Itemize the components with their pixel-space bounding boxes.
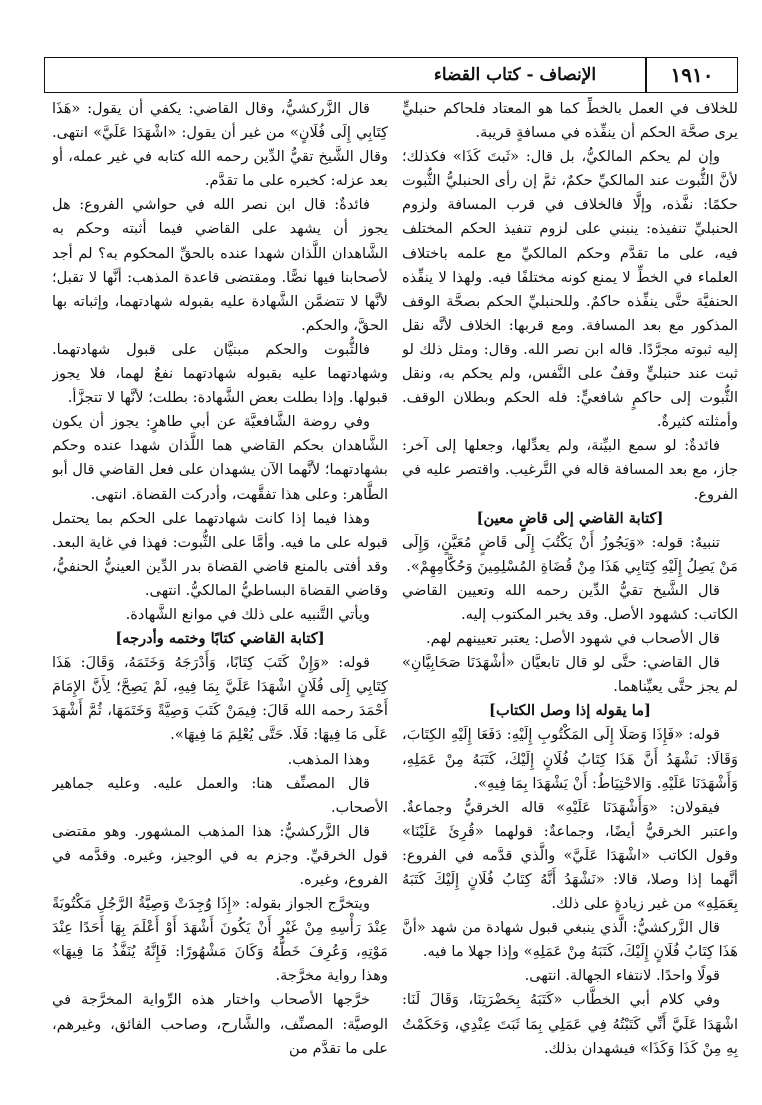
paragraph: قال الزَّركشيُّ: الَّذي ينبغي قبول شهادة من شهد «أنَّ هَذَا كِتَابُ فُلَانٍ إِلَيْكَ، كَتَبَهُ مِنْ عَمَلِهِ» وإذا جهلا ما فيه. — [402, 919, 738, 961]
section-heading: [ما يقوله إذا وصل الكتاب] — [489, 702, 651, 720]
running-title: الإنصاف - كتاب القضاء — [433, 65, 597, 85]
paragraph: فائدةٌ: لو سمع البيِّنة، ولم يعدِّلها، وجعلها إلى آخر: جاز، مع بعد المسافة قاله في التَّرغيب. واقتصر عليه في الفروع. — [402, 437, 738, 503]
paragraph: قال المصنِّف هنا: والعمل عليه. وعليه جماهير الأصحاب. — [52, 774, 388, 816]
paragraph: وفي روضة الشَّافعيَّة عن أبي طاهرٍ: يجوز أن يكون الشَّاهدان بحكم القاضي هما اللَّذان شهدا عنده وحكم بشهادتهما؛ لأنَّهما الآن يشهدان على فعل القاضي قال أبو الطَّاهر: وعلى هذا تفقَّهت، وأدركت القضاة. انتهى. — [52, 413, 388, 503]
header-divider — [645, 58, 647, 92]
paragraph: وهذا فيما إذا كانت شهادتهما على الحكم بما يحتمل قبوله على ما فيه. وأمَّا على الثُّبوت: فهذا في غاية البعد. وقد أفتى بالمنع قاضي القضاة بدر الدِّين العينيُّ الحنفيُّ، وقاضي القضاة البساطيُّ المالكيُّ. انتهى. — [52, 509, 388, 599]
paragraph: وهذا المذهب. — [287, 750, 370, 768]
section-heading: [كتابة القاضي إلى قاضٍ معين] — [476, 509, 664, 527]
paragraph: فيقولان: «وَأَشْهَدَنَا عَلَيْهِ» قاله الخرقيُّ وجماعةٌ. واعتبر الخرقيُّ أيضًا، وجماعةٌ: قولهما «قُرِئَ عَلَيْنَا» وقول الكاتب «اشْهَدَا عَلَيَّ» والَّذي قدَّمه في الفروع: أنَّهما إذا وصلا، قالا: «نَشْهَدُ أَنَّهُ كِتَابُ فُلَانٍ إِلَيْكَ كَتَبَهُ بِعَمَلِهِ» من غير زيادةٍ على ذلك. — [402, 798, 738, 913]
paragraph: وإن لم يحكم المالكيُّ، بل قال: «ثَبتَ كَذَا» فكذلك؛ لأنَّ الثُّبوت عند المالكيِّ حكمٌ، ثمَّ إن رأى الحنبليُّ الثُّبوت حكمًا: نفَّذه، وإلَّا فالخلاف في قرب المسافة ولزوم الحنبليِّ تنفيذه: ينبني على لزوم تنفيذ الحكم المختلف فيه، على ما تقدَّم وحكم المالكيِّ مع علمه باختلاف العلماء في الخطِّ لا يمنع كونه مختلفًا فيه. ولهذا لا ينفِّذه الحنفيَّة حتَّى ينفِّذه حاكمٌ. وللحنبليِّ الحكم بصحَّة الوقف المذكور مع بعد المسافة. ومع قربها: الخلاف لأنَّه نقل إليه ثبوته مجرَّدًا. قاله ابن نصر الله. وقال: ومثل ذلك لو ثبت عند حنبليٍّ وقفٌ على النَّفس، ولم يحكم به، ونقل الثُّبوت إلى حاكمٍ شافعيٍّ: فله الحكم وبطلان الوقف. وأمثلته كثيرةٌ. — [402, 148, 738, 431]
paragraph: قال الشَّيخ تقيُّ الدِّين رحمه الله وتعيين القاضي الكاتب: كشهود الأصل. وقد يخبر المكتوب إليه. — [402, 581, 738, 623]
paragraph: قال الأصحاب في شهود الأصل: يعتبر تعيينهم لهم. — [426, 630, 720, 648]
right-text-column — [402, 97, 738, 1072]
paragraph: وفي كلام أبي الخطَّاب «كَتَبَهُ بِحَضْرَتِنَا، وَقَالَ لَنَا: اشْهَدَا عَلَيَّ أَنِّي كَتَبْتُهُ فِي عَمَلِي بِمَا ثَبَتَ عِنْدِي، وَحَكَمْتُ بِهِ مِنْ كَذَا وَكَذَا» فيشهدان بذلك. — [402, 991, 738, 1057]
paragraph: خرَّجها الأصحاب واختار هذه الرِّواية المخرَّجة في الوصيَّة: المصنِّف، والشَّارح، وصاحب الفائق، وغيرهم، على ما تقدَّم من — [52, 991, 388, 1057]
paragraph: ويأتي التَّنبيه على ذلك في موانع الشَّهادة. — [125, 605, 370, 623]
paragraph: قولًا واحدًا. لانتفاء الجهالة. انتهى. — [524, 967, 720, 985]
paragraph: ويتخرَّج الجواز بقوله: «إِذَا وُجِدَتْ وَصِيَّةُ الرَّجُلِ مَكْتُوبَةً عِنْدَ رَأْسِهِ مِنْ غَيْرِ أَنْ يَكُونَ أَشْهَدَ أَوْ أَعْلَمَ بِهَا أَحَدًا عِنْدَ مَوْتِهِ، وَعُرِفَ خَطُّهُ وَكَانَ مَشْهُورًا: فَإِنَّهُ يُنَفَّذُ مَا فِيهَا» وهذا رواية مخرَّجة. — [52, 895, 388, 985]
paragraph: فالثُّبوت والحكم مبنيَّان على قبول شهادتهما. وشهادتهما عليه بقبوله شهادتهما نفعٌ لهما، فلا يجوز قبولها. وإذا بطلت بعض الشَّهادة: بطلت؛ لأنَّها لا تتجزَّأ. — [52, 340, 388, 407]
left-text-column — [52, 97, 388, 1072]
paragraph: فائدةٌ: قال ابن نصر الله في حواشي الفروع: هل يجوز أن يشهد على القاضي فيما أثبته وحكم به الشَّاهدان اللَّذان شهدا عنده بالحقِّ المحكوم به؟ لم أجد لأصحابنا فيها نصًّا. ومقتضى قاعدة المذهب: أنَّها لا تقبل؛ لأنَّها لا تتضمَّن الشَّهادة عليه بقبوله شهادتهما، وإثباته بها الحقَّ، والحكم. — [52, 196, 388, 334]
paragraph: قال الزَّركشيُّ: هذا المذهب المشهور. وهو مقتضى قول الخرقيِّ. وجزم به في الوجيز، وغيره. وقدَّمه في الفروع، وغيره. — [52, 822, 388, 888]
paragraph: قوله: «وَإِنْ كَتَبَ كِتَابًا، وَأَدْرَجَهُ وَخَتَمَهُ، وَقَالَ: هَذَا كِتَابِي إِلَى فُلَانٍ اشْهَدَا عَلَيَّ بِمَا فِيهِ، لَمْ يَصِحَّ؛ لِأَنَّ الإِمَامَ أَحْمَدَ رحمه الله قَالَ: فِيمَنْ كَتَبَ وَصِيَّةً وَخَتَمَهَا، ثُمَّ أَشْهَدَ عَلَى مَا فِيهَا: فَلَا. حَتَّى يُعْلِمَ مَا فِيهَا». — [52, 654, 388, 744]
running-header — [44, 57, 738, 93]
page-number: ١٩١٠ — [670, 63, 714, 87]
paragraph: قال القاضي: حتَّى لو قال تابعيَّان «أشْهَدَنَا صَحَابِيَّانِ» لم يجز حتَّى يعيِّناهما. — [402, 654, 738, 696]
paragraph: للخلاف في العمل بالخطِّ كما هو المعتاد فلحاكم حنبليٍّ يرى صحَّة الحكم أن ينفِّذه في مسافةٍ قريبة. — [402, 100, 738, 142]
paragraph: تنبيهٌ: قوله: «وَيَجُوزُ أَنْ يَكْتُبَ إِلَى قَاضٍ مُعَيَّنٍ، وَإِلَى مَنْ يَصِلُ إِلَيْهِ كِتَابِي هَذَا مِنْ قُضَاةِ المُسْلِمِينَ وَحُكَّامِهِمْ». — [402, 533, 738, 575]
paragraph: قوله: «فَإِذَا وَصَلَا إِلَى المَكْتُوبِ إِلَيْهِ: دَفَعَا إِلَيْهِ الكِتَابَ، وَقَالَا: نَشْهَدُ أَنَّ هَذَا كِتَابُ فُلَانٍ إِلَيْكَ، كَتَبَهُ مِنْ عَمَلِهِ، وَأَشْهَدَنَا عَلَيْهِ. وَالاحْتِيَاطُ: أَنْ يَشْهَدَا بِمَا فِيهِ». — [402, 726, 738, 792]
paragraph: قال الزَّركشيُّ، وقال القاضي: يكفي أن يقول: «هَذَا كِتَابِي إِلَى فُلَانٍ» من غير أن يقول: «اشْهَدَا عَلَيَّ» انتهى. وقال الشَّيخ تقيُّ الدِّين رحمه الله كتابه في غير عمله، أو بعد عزله: كخبره على ما تقدَّم. — [52, 100, 388, 190]
section-heading: [كتابة القاضي كتابًا وختمه وأدرجه] — [115, 630, 325, 648]
